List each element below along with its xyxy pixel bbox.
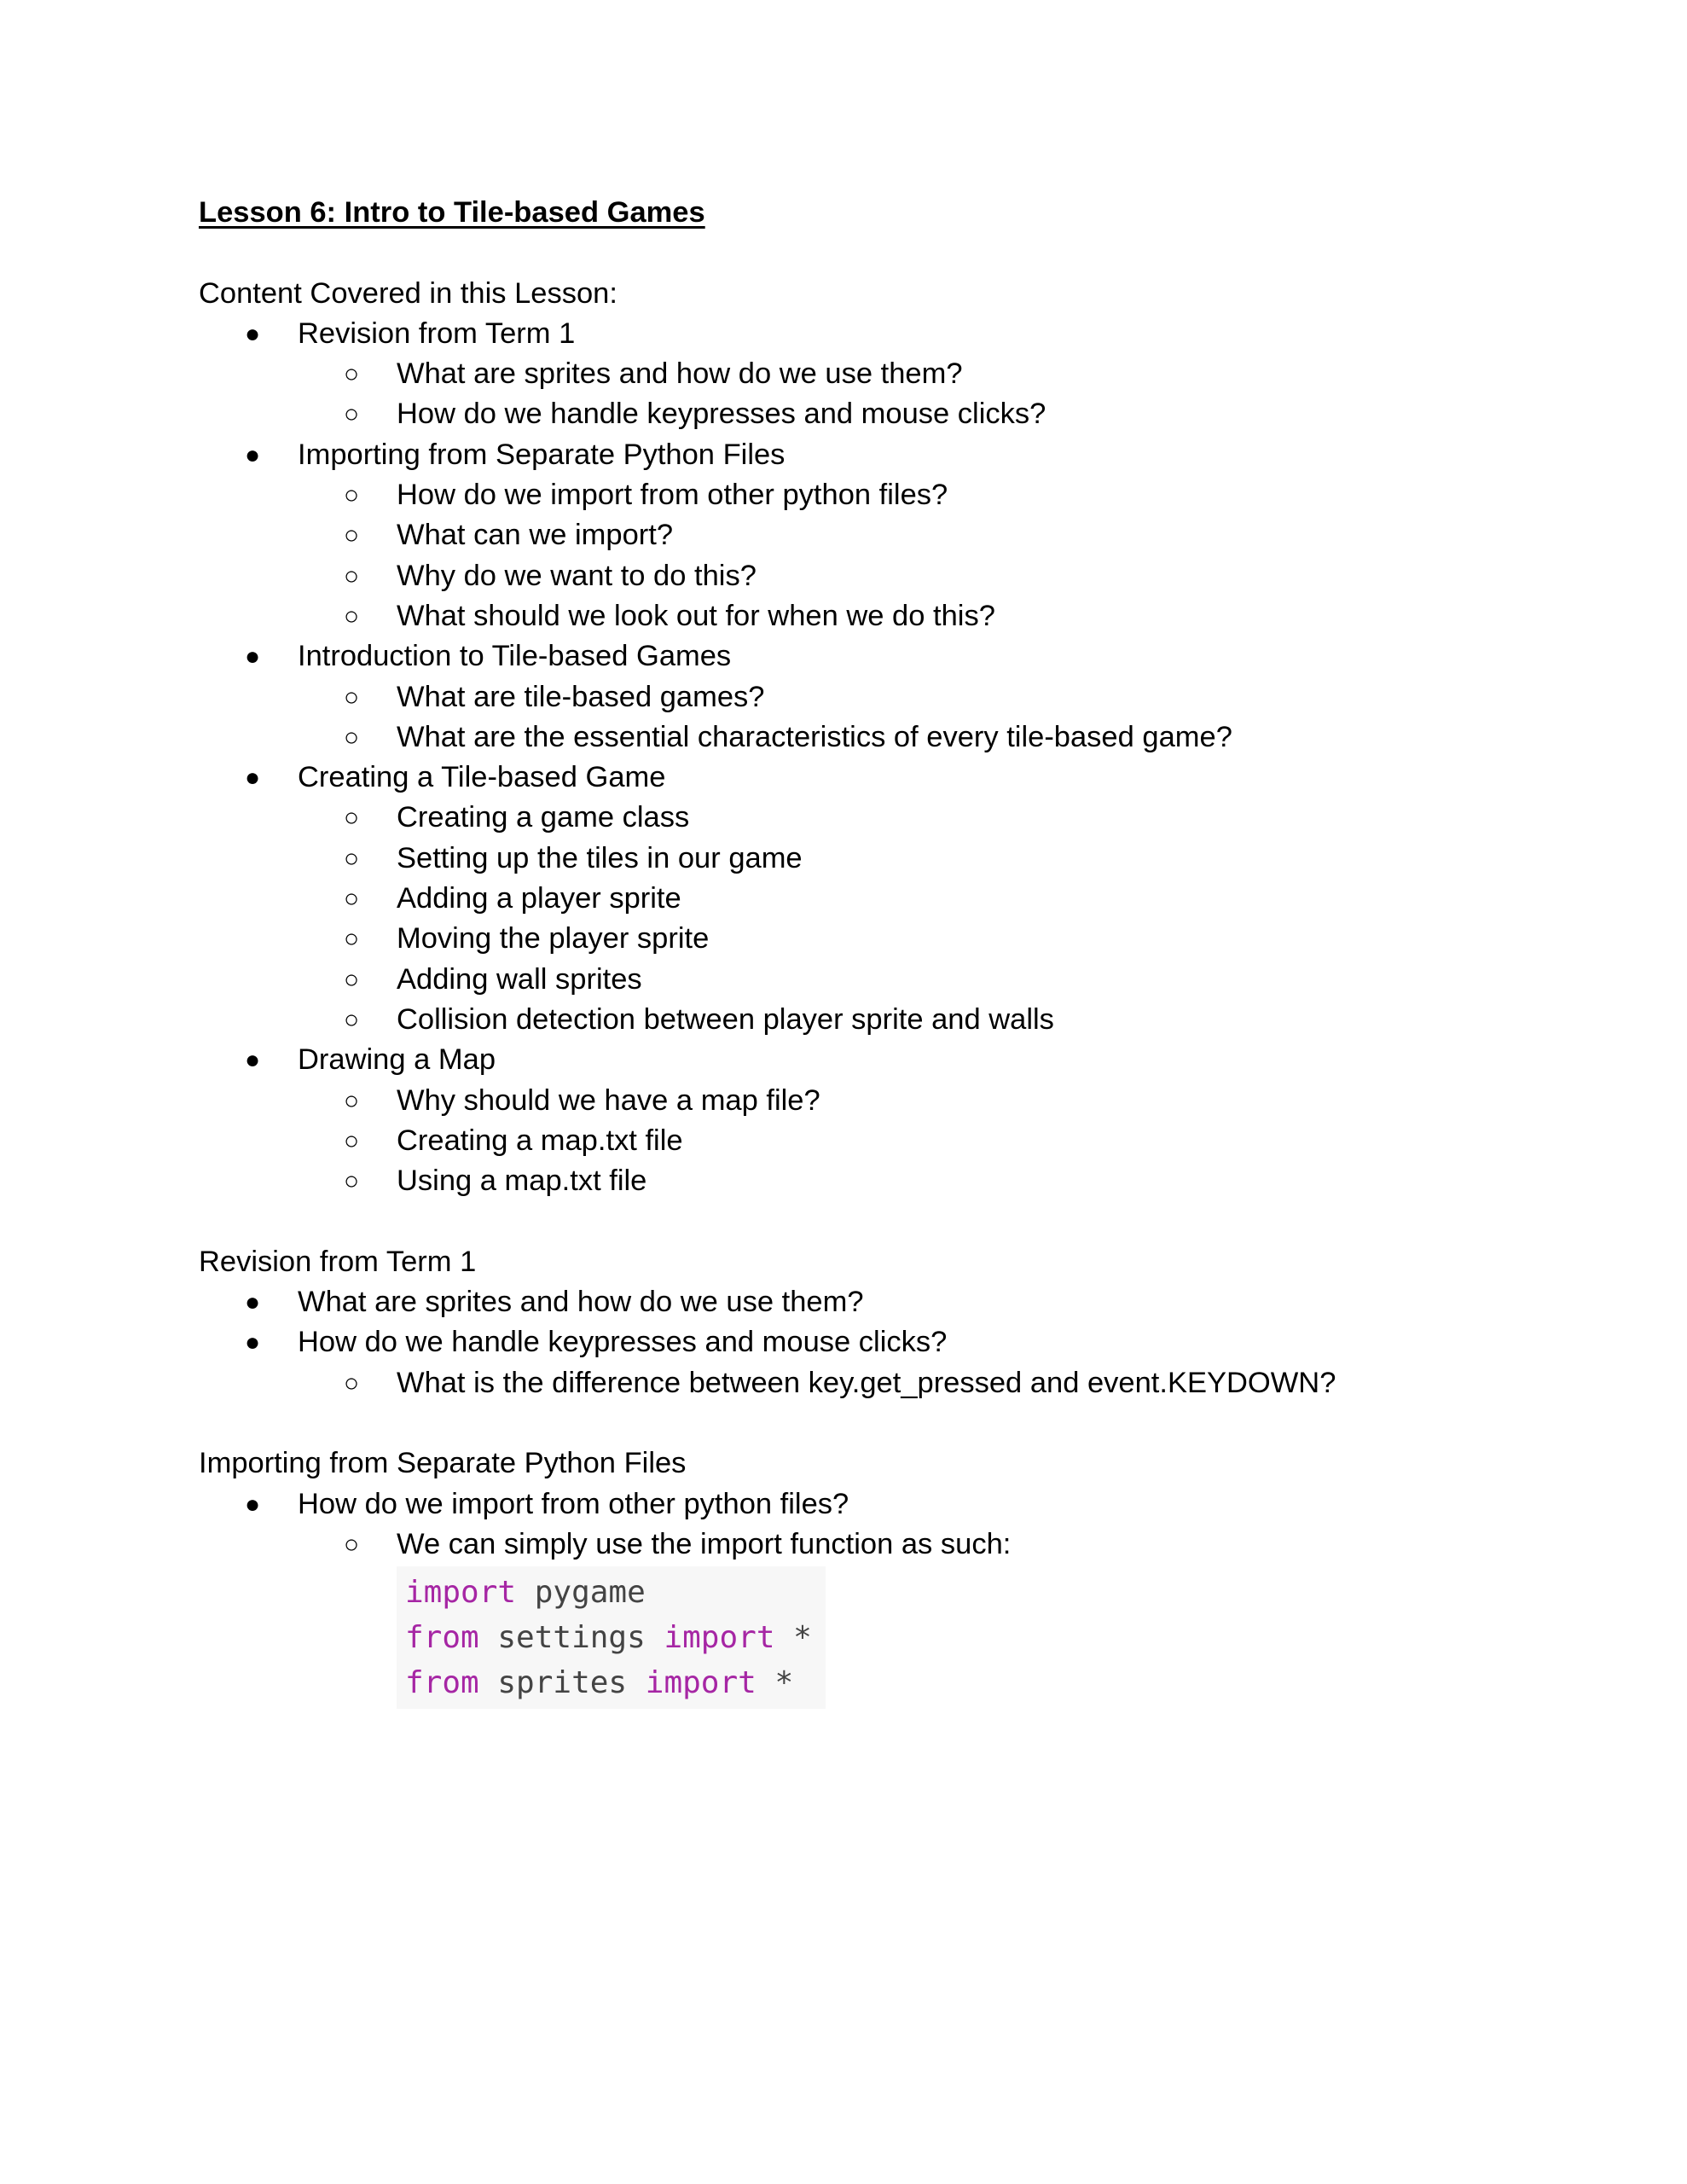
- list-item-label: Drawing a Map: [298, 1043, 496, 1077]
- bullet-marker: ●: [244, 1288, 261, 1317]
- list-item-label: What are sprites and how do we use them?: [298, 1286, 864, 1319]
- list-item-label: Introduction to Tile-based Games: [298, 640, 732, 673]
- lesson-title: Lesson 6: Intro to Tile-based Games: [199, 196, 705, 229]
- circle-marker: ○: [343, 561, 360, 590]
- circle-marker: ○: [343, 1005, 360, 1034]
- code-keyword: import: [645, 1665, 757, 1701]
- list-item: [199, 636, 1529, 677]
- sub-list-item: [199, 354, 1529, 394]
- sub-list-item: [199, 394, 1529, 434]
- sub-list-item: [199, 960, 1529, 1000]
- list-item: [199, 758, 1529, 798]
- circle-marker: ○: [343, 965, 360, 994]
- list-item: [199, 1484, 1529, 1525]
- code-text: *: [774, 1620, 812, 1656]
- sub-list-item-label: Moving the player sprite: [397, 922, 710, 956]
- list-item-label: Revision from Term 1: [298, 317, 576, 350]
- sub-list-item: [199, 1121, 1529, 1161]
- importing-heading: Importing from Separate Python Files: [199, 1447, 687, 1480]
- circle-marker: ○: [343, 1126, 360, 1155]
- circle-marker: ○: [343, 1530, 360, 1559]
- sub-list-item-label: What should we look out for when we do this?: [397, 599, 995, 632]
- sub-list-item-label: How do we handle keypresses and mouse clicks?: [397, 398, 1046, 431]
- circle-marker: ○: [343, 1086, 360, 1115]
- circle-marker: ○: [343, 885, 360, 914]
- sub-list-item-label: Why should we have a map file?: [397, 1083, 820, 1117]
- circle-marker: ○: [343, 1167, 360, 1196]
- sub-list-item: [199, 475, 1529, 515]
- circle-marker: ○: [343, 481, 360, 510]
- sub-list-item: [199, 717, 1529, 758]
- sub-list-item-label: Creating a game class: [397, 801, 690, 834]
- circle-marker: ○: [343, 360, 360, 389]
- sub-list-item: [199, 1363, 1529, 1403]
- code-text: sprites: [478, 1665, 646, 1701]
- list-item: [199, 1040, 1529, 1080]
- sub-list-item: [199, 596, 1529, 636]
- list-item-label: Creating a Tile-based Game: [298, 761, 666, 794]
- sub-list-item: [199, 1161, 1529, 1201]
- sub-list-item: [199, 879, 1529, 919]
- sub-list-item-label: What are sprites and how do we use them?: [397, 357, 963, 391]
- sub-list-item: [199, 556, 1529, 596]
- bullet-marker: ●: [244, 642, 261, 671]
- spacer: [199, 1403, 1529, 1443]
- code-keyword: from: [405, 1665, 479, 1701]
- circle-marker: ○: [343, 682, 360, 712]
- circle-marker: ○: [343, 1368, 360, 1397]
- sub-list-item-label: Adding a player sprite: [397, 882, 681, 915]
- sub-list-item-label: Adding wall sprites: [397, 962, 642, 996]
- sub-list-item-label: Why do we want to do this?: [397, 559, 757, 592]
- sub-list-item: [199, 839, 1529, 879]
- code-text: pygame: [516, 1575, 646, 1611]
- circle-marker: ○: [343, 723, 360, 752]
- list-item: [199, 1282, 1529, 1322]
- code-line: [405, 1570, 812, 1615]
- sub-list-item: [199, 919, 1529, 959]
- code-text: settings: [478, 1620, 664, 1656]
- sub-list-item-label: Creating a map.txt file: [397, 1124, 683, 1157]
- code-line: [405, 1660, 812, 1705]
- list-item-label: How do we import from other python files?: [298, 1487, 849, 1520]
- list-item: [199, 1322, 1529, 1362]
- circle-marker: ○: [343, 601, 360, 630]
- sub-list-item-label: Collision detection between player sprite and walls: [397, 1002, 1054, 1036]
- revision-list: [199, 1282, 1529, 1403]
- code-keyword: import: [664, 1620, 775, 1656]
- circle-marker: ○: [343, 400, 360, 429]
- sub-list-item: [199, 1081, 1529, 1121]
- circle-marker: ○: [343, 804, 360, 833]
- bullet-marker: ●: [244, 319, 261, 348]
- sub-list-item: [199, 1000, 1529, 1040]
- sub-list-item: [199, 515, 1529, 555]
- sub-list-item: [199, 798, 1529, 838]
- list-item-label: Importing from Separate Python Files: [298, 438, 786, 471]
- sub-list-item-label: What are the essential characteristics of every tile-based game?: [397, 720, 1232, 753]
- spacer: [199, 1201, 1529, 1241]
- bullet-marker: ●: [244, 1046, 261, 1075]
- content-heading: Content Covered in this Lesson:: [199, 276, 617, 310]
- code-text: *: [756, 1665, 794, 1701]
- content-list: [199, 314, 1529, 1202]
- sub-list-item: [199, 1525, 1529, 1565]
- document-page: [199, 193, 1529, 1709]
- sub-list-item-label: How do we import from other python files?: [397, 479, 948, 512]
- bullet-marker: ●: [244, 1328, 261, 1357]
- sub-list-item: [199, 677, 1529, 717]
- code-keyword: import: [405, 1575, 517, 1611]
- revision-heading: Revision from Term 1: [199, 1245, 477, 1278]
- spacer: [199, 233, 1529, 273]
- code-line: [405, 1615, 812, 1660]
- code-block: [397, 1566, 826, 1709]
- sub-list-item-label: Using a map.txt file: [397, 1165, 647, 1198]
- sub-list-item-label: What is the difference between key.get_pressed and event.KEYDOWN?: [397, 1366, 1336, 1399]
- bullet-marker: ●: [244, 1490, 261, 1519]
- importing-list: [199, 1484, 1529, 1565]
- sub-list-item-label: What are tile-based games?: [397, 680, 765, 713]
- bullet-marker: ●: [244, 440, 261, 469]
- list-item: [199, 314, 1529, 354]
- sub-list-item-label: We can simply use the import function as such:: [397, 1527, 1012, 1560]
- circle-marker: ○: [343, 844, 360, 873]
- code-keyword: from: [405, 1620, 479, 1656]
- circle-marker: ○: [343, 925, 360, 954]
- list-item: [199, 435, 1529, 475]
- sub-list-item-label: Setting up the tiles in our game: [397, 841, 803, 874]
- sub-list-item-label: What can we import?: [397, 519, 674, 552]
- list-item-label: How do we handle keypresses and mouse clicks?: [298, 1326, 948, 1359]
- circle-marker: ○: [343, 521, 360, 550]
- bullet-marker: ●: [244, 764, 261, 793]
